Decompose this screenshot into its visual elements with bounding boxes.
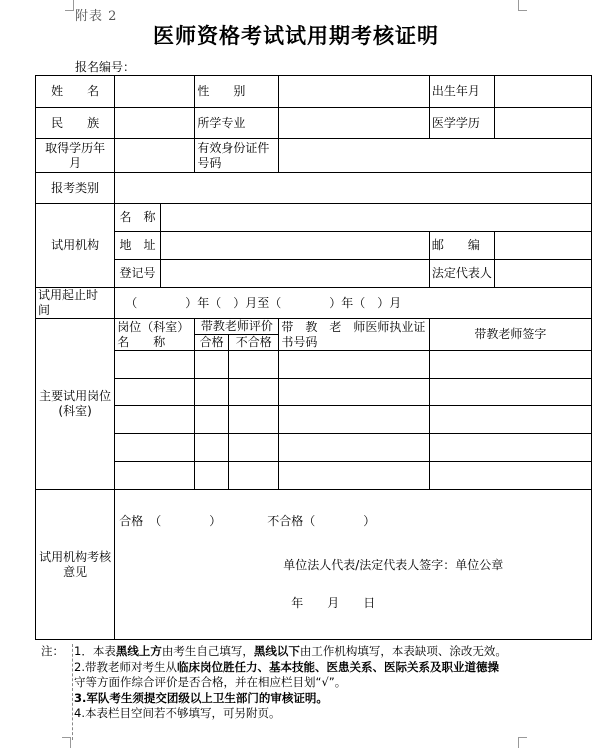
org-name-label: 名 称 bbox=[115, 204, 161, 232]
id-value[interactable] bbox=[279, 139, 592, 173]
org-name-value[interactable] bbox=[160, 204, 591, 232]
opinion-signature: 单位法人代表/法定代表人签字：单位公章 bbox=[283, 558, 504, 572]
sign-cell[interactable] bbox=[429, 462, 591, 490]
org-label: 试用机构 bbox=[36, 204, 115, 288]
birth-label: 出生年月 bbox=[429, 76, 494, 108]
pass-cell[interactable] bbox=[195, 379, 229, 406]
category-label: 报考类别 bbox=[36, 173, 115, 204]
opinion-date: 年 月 日 bbox=[291, 596, 376, 610]
sign-cell[interactable] bbox=[429, 434, 591, 462]
cert-cell[interactable] bbox=[279, 379, 429, 406]
note-3: 3.军队考生须提交团级以上卫生部门的审核证明。 bbox=[74, 690, 328, 705]
postcode-value[interactable] bbox=[494, 232, 591, 260]
dept-col-header: 岗位（科室）名 称 bbox=[115, 319, 195, 351]
major-value[interactable] bbox=[279, 108, 429, 139]
crop-mark bbox=[518, 737, 527, 748]
sign-col-header: 带教老师签字 bbox=[429, 319, 591, 351]
pass-cell[interactable] bbox=[195, 351, 229, 379]
fail-cell[interactable] bbox=[229, 434, 279, 462]
id-label: 有效身份证件号码 bbox=[195, 139, 279, 173]
degree-label: 医学学历 bbox=[429, 108, 494, 139]
note-1: 1．本表黑线上方由考生自己填写，黑线以下由工作机构填写，本表缺项、涂改无效。 bbox=[74, 644, 507, 658]
ethnicity-label: 民 族 bbox=[36, 108, 115, 139]
registration-number-label: 报名编号： bbox=[75, 60, 136, 74]
opinion-pass[interactable]: 合格 （ ） bbox=[119, 514, 222, 528]
name-label: 姓 名 bbox=[36, 76, 115, 108]
pass-cell[interactable] bbox=[195, 406, 229, 434]
note-2: 2.带教老师对考生从临床岗位胜任力、基本技能、医患关系、医际关系及职业道德操 守等方面作综合评价是否合格，并在相应栏目划“√”。 bbox=[74, 659, 499, 689]
opinion-fail[interactable]: 不合格（ ） bbox=[267, 514, 376, 528]
period-value[interactable]: （ ）年（ ）月至（ ）年（ ）月 bbox=[115, 288, 592, 319]
cert-col-header: 带 教 老 师医师执业证书号码 bbox=[279, 319, 429, 351]
degree-value[interactable] bbox=[494, 108, 591, 139]
positions-label: 主要试用岗位(科室) bbox=[36, 319, 115, 490]
org-address-label: 地 址 bbox=[115, 232, 161, 260]
dept-cell[interactable] bbox=[115, 406, 195, 434]
crop-mark bbox=[62, 737, 71, 748]
postcode-label: 邮 编 bbox=[429, 232, 494, 260]
dept-cell[interactable] bbox=[115, 379, 195, 406]
pass-col-header: 合格 bbox=[195, 335, 229, 351]
opinion-label: 试用机构考核意见 bbox=[36, 490, 115, 640]
fail-cell[interactable] bbox=[229, 406, 279, 434]
gender-label: 性 别 bbox=[195, 76, 279, 108]
name-value[interactable] bbox=[115, 76, 195, 108]
fail-cell[interactable] bbox=[229, 379, 279, 406]
ethnicity-value[interactable] bbox=[115, 108, 195, 139]
dept-cell[interactable] bbox=[115, 434, 195, 462]
pass-cell[interactable] bbox=[195, 462, 229, 490]
gender-value[interactable] bbox=[279, 76, 429, 108]
fail-cell[interactable] bbox=[229, 351, 279, 379]
dept-cell[interactable] bbox=[115, 351, 195, 379]
sign-cell[interactable] bbox=[429, 351, 591, 379]
legal-rep-value[interactable] bbox=[494, 260, 591, 288]
reg-no-value[interactable] bbox=[160, 260, 429, 288]
legal-rep-label: 法定代表人 bbox=[429, 260, 494, 288]
sign-cell[interactable] bbox=[429, 379, 591, 406]
notes-list bbox=[74, 644, 558, 722]
note-4: 4.本表栏目空间若不够填写，可另附页。 bbox=[74, 706, 281, 720]
annex-label: 附表 2 bbox=[75, 9, 118, 24]
eval-col-header: 带教老师评价 bbox=[195, 319, 279, 335]
cert-cell[interactable] bbox=[279, 462, 429, 490]
reg-no-label: 登记号 bbox=[115, 260, 161, 288]
cert-cell[interactable] bbox=[279, 351, 429, 379]
category-value[interactable] bbox=[115, 173, 592, 204]
cert-cell[interactable] bbox=[279, 434, 429, 462]
crop-mark bbox=[65, 0, 74, 11]
birth-value[interactable] bbox=[494, 76, 591, 108]
dept-cell[interactable] bbox=[115, 462, 195, 490]
notes-divider bbox=[72, 644, 73, 740]
notes-label: 注： bbox=[41, 644, 64, 658]
opinion-area[interactable] bbox=[115, 490, 592, 640]
fail-cell[interactable] bbox=[229, 462, 279, 490]
certificate-form bbox=[35, 75, 592, 640]
period-label: 试用起止时 间 bbox=[36, 288, 115, 319]
edu-date-label: 取得学历年 月 bbox=[36, 139, 115, 173]
cert-cell[interactable] bbox=[279, 406, 429, 434]
fail-col-header: 不合格 bbox=[229, 335, 279, 351]
sign-cell[interactable] bbox=[429, 406, 591, 434]
org-address-value[interactable] bbox=[160, 232, 429, 260]
major-label: 所学专业 bbox=[195, 108, 279, 139]
crop-mark bbox=[518, 0, 527, 11]
pass-cell[interactable] bbox=[195, 434, 229, 462]
page-title: 医师资格考试试用期考核证明 bbox=[153, 23, 439, 48]
